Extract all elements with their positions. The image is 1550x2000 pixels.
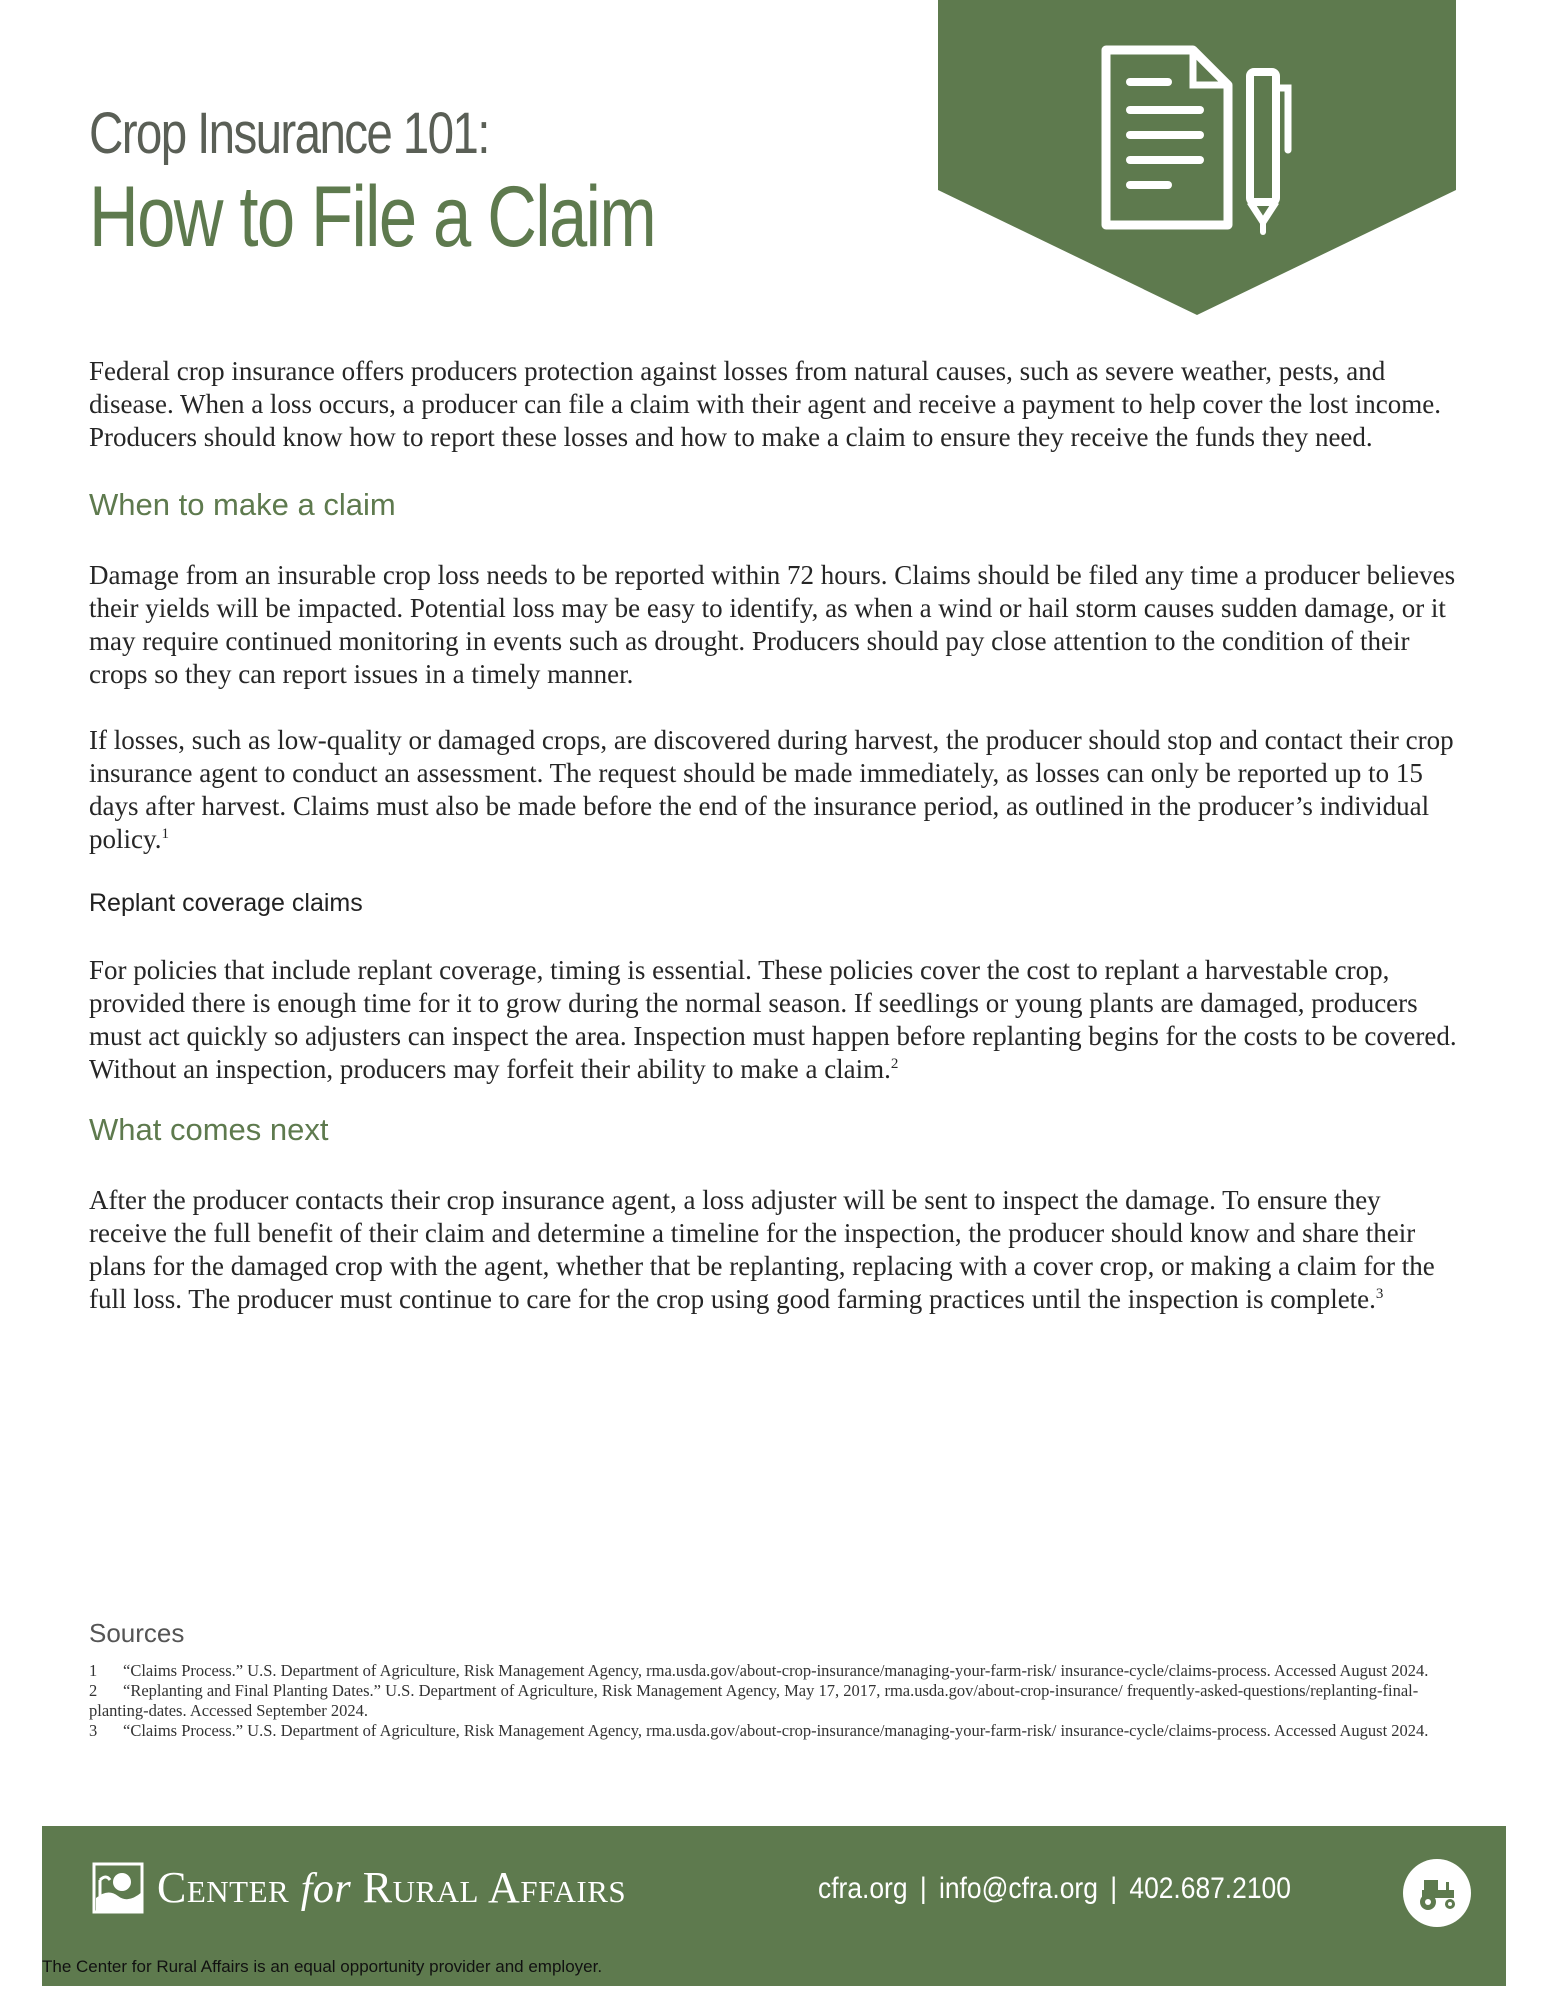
source-item: [89, 1661, 1469, 1681]
document-pen-icon: [938, 0, 1456, 315]
website-link[interactable]: cfra.org: [818, 1872, 908, 1905]
heading-what-comes-next: What comes next: [89, 1112, 329, 1147]
footnote-ref-3: 3: [1375, 1286, 1384, 1302]
when-paragraph-2-text: If losses, such as low-quality or damaged crops, are discovered during harvest, the producer should stop and contact their crop insurance agent to conduct an assessment. The request should be made immediately, as losses can only be reported up to 15 days after harvest. Claims must also be made before the end of the insurance period, as outlined in the producer’s individual policy.: [89, 725, 1454, 854]
source-text: “Claims Process.” U.S. Department of Agriculture, Risk Management Agency, rma.usda.gov/about-crop-insurance/managing-your-farm-risk/ insurance-cycle/claims-process. Accessed August 2024.: [123, 1721, 1429, 1740]
org-name: [157, 1862, 626, 1913]
source-number: 1: [89, 1661, 98, 1680]
source-text: “Claims Process.” U.S. Department of Agriculture, Risk Management Agency, rma.usda.gov/about-crop-insurance/managing-your-farm-risk/ insurance-cycle/claims-process. Accessed August 2024.: [123, 1661, 1429, 1680]
next-paragraph: [89, 1184, 1464, 1316]
next-paragraph-text: After the producer contacts their crop insurance agent, a loss adjuster will be sent to inspect the damage. To ensure they receive the full benefit of their claim and determine a timeline for the inspection, the producer should know and share their plans for the damaged crop with the agent, whether that be replanting, replacing with a cover crop, or making a claim for the full loss. The producer must continue to care for the crop using good farming practices until the inspection is complete.: [89, 1185, 1435, 1314]
source-number: 2: [89, 1681, 98, 1700]
header-banner: [938, 0, 1456, 315]
title-line-1: Crop Insurance 101:: [89, 101, 489, 166]
source-item: [89, 1721, 1469, 1741]
when-paragraph-1: Damage from an insurable crop loss needs to be reported within 72 hours. Claims should be filed any time a producer believes their yields will be impacted. Potential loss may be easy to identify, as when a wind or hail storm causes sudden damage, or it may require continued monitoring in events such as drought. Producers should pay close attention to the condition of their crops so they can report issues in a timely manner.: [89, 560, 1456, 689]
title-line-2: How to File a Claim: [89, 169, 656, 265]
org-name-for: for: [300, 1866, 352, 1912]
org-name-part-1: Center: [157, 1863, 290, 1912]
footnote-ref-2: 2: [890, 1056, 899, 1072]
org-name-part-2: Rural Affairs: [362, 1863, 627, 1912]
heading-replant-coverage: Replant coverage claims: [89, 889, 363, 917]
sources-title: Sources: [89, 1618, 185, 1648]
footnote-ref-1: 1: [161, 826, 169, 842]
tractor-icon: [1402, 1858, 1472, 1928]
replant-paragraph-text: For policies that include replant coverage, timing is essential. These policies cover the cost to replant a harvestable crop, provided there is enough time for it to grow during the normal season. If seedlings or young plants are damaged, producers must act quickly so adjusters can inspect the area. Inspection must happen before replanting begins for the costs to be covered. Without an inspection, producers may forfeit their ability to make a claim.: [89, 955, 1457, 1084]
source-item: [89, 1681, 1469, 1721]
source-text: “Replanting and Final Planting Dates.” U.S. Department of Agriculture, Risk Management Agency, May 17, 2017, rma.usda.gov/about-crop-insurance/ frequently-asked-questions/replanting-final-planting-dates. Accessed September 2024.: [89, 1681, 1419, 1720]
disclaimer: The Center for Rural Affairs is an equal opportunity provider and employer.: [42, 1957, 603, 1976]
main-content: [89, 355, 1464, 1349]
cfra-logo-icon: [92, 1862, 144, 1914]
source-number: 3: [89, 1721, 98, 1740]
intro-paragraph: Federal crop insurance offers producers protection against losses from natural causes, such as severe weather, pests, and disease. When a loss occurs, a producer can file a claim with their agent and receive a payment to help cover the lost income. Producers should know how to report these losses and how to make a claim to ensure they receive the funds they need.: [89, 356, 1441, 452]
email-link[interactable]: info@cfra.org: [939, 1872, 1098, 1905]
sources-section: [89, 1618, 1469, 1741]
phone-number[interactable]: 402.687.2100: [1129, 1872, 1291, 1905]
when-paragraph-2: [89, 724, 1464, 856]
replant-paragraph: [89, 954, 1464, 1086]
separator: |: [1110, 1872, 1118, 1905]
contact-info: [818, 1872, 1291, 1906]
heading-when-to-make-claim: When to make a claim: [89, 487, 396, 522]
separator: |: [919, 1872, 927, 1905]
